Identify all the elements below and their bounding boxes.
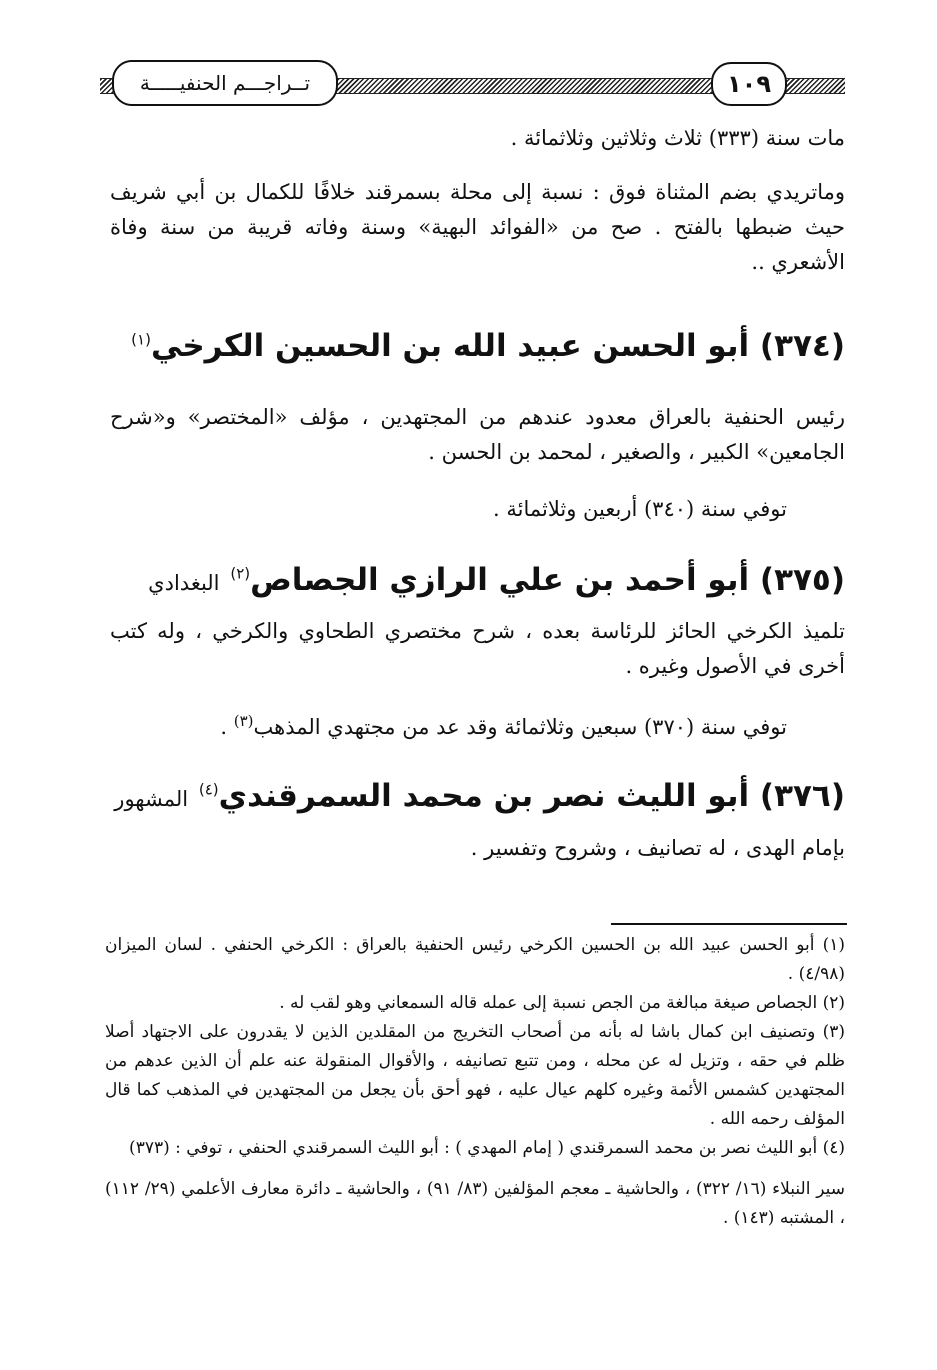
entry-374-heading xyxy=(131,328,845,364)
footnote-2: (٢) الجصاص صيغة مبالغة من الجص نسبة إلى عمله قاله السمعاني وهو لقب له . xyxy=(279,993,845,1013)
page-number: ١٠٩ xyxy=(711,62,787,106)
footnote-separator xyxy=(611,923,847,925)
maturidi-paragraph: وماتريدي بضم المثناة فوق : نسبة إلى محلة بسمرقند خلافًا للكمال بن أبي شريف حيث ضبطها بالفتح . صح من «الفوائد البهية» وسنة وفاته قريبة من سنة وفاة الأشعري .. xyxy=(110,180,845,274)
page-header xyxy=(100,58,845,110)
entry-374-death: توفي سنة (٣٤٠) أربعين وثلاثمائة . xyxy=(493,497,787,521)
footnote-3: (٣) وتصنيف ابن كمال باشا له بأنه من أصحاب التخريج من المقلدين الذين لا يقدرون على الاجتهاد أصلا ظلم في حقه ، وتزيل له عن محله ، ومن تتبع تصانيفه ، والأقوال المنقولة عنه علم أن الذين عدهم من المجتهدين كشمس الأئمة وغيره كلهم عيال عليه ، فهو أحق بأن يجعل من المجتهدين في المذهب كما قال المؤلف رحمه الله . xyxy=(105,1022,845,1129)
footnote-4-continuation: سير النبلاء (١٦/ ٣٢٢) ، والحاشية ـ معجم المؤلفين (٨٣/ ٩١) ، والحاشية ـ دائرة معارف الأعلمي (٢٩/ ١١٢) ، المشتبه (١٤٣) . xyxy=(105,1179,845,1228)
footnote-ref-2: (٢) xyxy=(230,564,251,583)
entry-374-paragraph: رئيس الحنفية بالعراق معدود عندهم من المجتهدين ، مؤلف «المختصر» و«شرح الجامعين» الكبير ، والصغير ، لمحمد بن الحسن . xyxy=(110,405,845,464)
footnote-ref-3: (٣) xyxy=(233,712,254,730)
footnote-ref-1: (١) xyxy=(131,330,151,349)
entry-375-paragraph: تلميذ الكرخي الحائز للرئاسة بعده ، شرح مختصري الطحاوي والكرخي ، وله كتب أخرى في الأصول وغيره . xyxy=(110,619,845,678)
death-line-333: مات سنة (٣٣٣) ثلاث وثلاثين وثلاثمائة . xyxy=(510,126,845,150)
entry-375-heading-tail: البغدادي xyxy=(148,571,220,595)
footnote-1: (١) أبو الحسن عبيد الله بن الحسين الكرخي رئيس الحنفية بالعراق : الكرخي الحنفي . لسان الميزان (٤/٩٨) . xyxy=(105,935,845,984)
entry-375-death-text: توفي سنة (٣٧٠) سبعين وثلاثمائة وقد عد من مجتهدي المذهب xyxy=(253,715,787,739)
footnotes xyxy=(105,931,845,1233)
running-title: تــراجـــم الحنفيـــــة xyxy=(112,60,338,106)
entry-376-title: (٣٧٦) أبو الليث نصر بن محمد السمرقندي xyxy=(218,778,845,814)
entry-376-paragraph: بإمام الهدى ، له تصانيف ، وشروح وتفسير . xyxy=(470,836,845,860)
entry-376-heading xyxy=(114,778,845,814)
entry-375-death xyxy=(220,712,787,739)
entry-374-title: (٣٧٤) أبو الحسن عبيد الله بن الحسين الكرخي xyxy=(150,328,845,364)
footnote-4: (٤) أبو الليث نصر بن محمد السمرقندي ( إمام المهدي ) : أبو الليث السمرقندي الحنفي ، توفي : (٣٧٣) xyxy=(129,1138,845,1158)
entry-375-title: (٣٧٥) أبو أحمد بن علي الرازي الجصاص xyxy=(250,562,845,598)
footnote-ref-4: (٤) xyxy=(198,780,219,799)
entry-375-heading xyxy=(148,562,845,598)
entry-375-death-end: . xyxy=(220,715,234,739)
entry-376-heading-tail: المشهور xyxy=(114,787,189,811)
